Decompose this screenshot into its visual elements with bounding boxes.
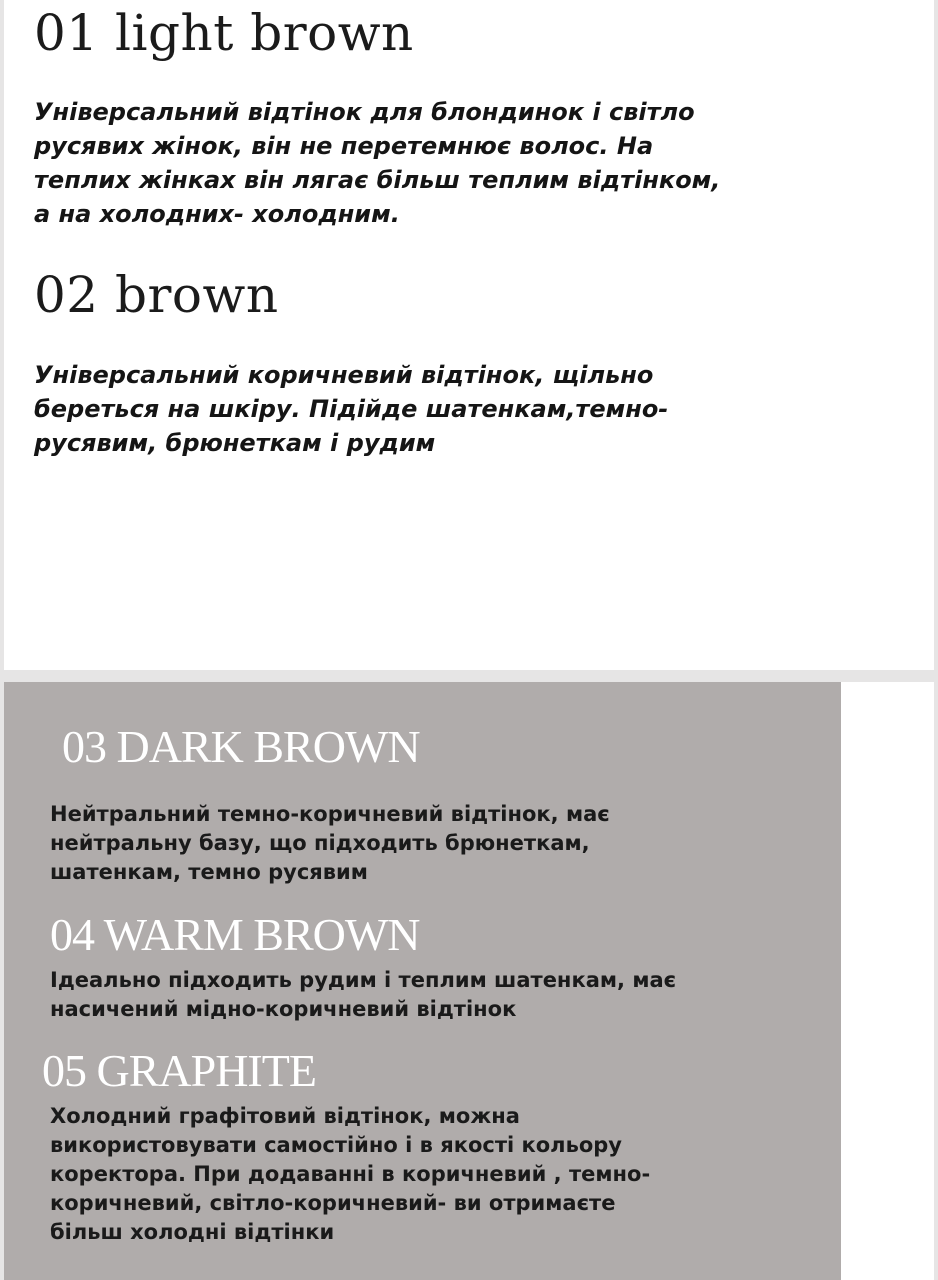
section-description-graphite (50, 1102, 810, 1247)
description-line: насичений мідно-коричневий відтінок (50, 997, 517, 1021)
faded-smudge (580, 548, 840, 618)
section-description-warm-brown (50, 966, 810, 1024)
section-title-warm-brown: 04 WARM BROWN (50, 909, 420, 960)
description-line: використовувати самостійно і в якості кольору (50, 1133, 622, 1157)
section-title-graphite: 05 GRAPHITE (42, 1045, 316, 1096)
section-description-dark-brown (50, 800, 810, 887)
description-line: русявих жінок, він не перетемнює волос. На (34, 132, 654, 160)
description-line: Універсальний коричневий відтінок, щільно (34, 361, 654, 389)
section-description-brown (34, 358, 814, 460)
description-line: Універсальний відтінок для блондинок і світло (34, 98, 695, 126)
description-line: коректора. При додаванні в коричневий , темно- (50, 1162, 651, 1186)
description-line: а на холодних- холодним. (34, 200, 400, 228)
description-line: шатенкам, темно русявим (50, 860, 368, 884)
description-line: нейтральну базу, що підходить брюнеткам, (50, 831, 590, 855)
description-line: русявим, брюнеткам і рудим (34, 429, 436, 457)
section-title-brown: 02 brown (34, 266, 279, 324)
description-line: береться на шкіру. Підійде шатенкам,темно- (34, 395, 669, 423)
description-line: Ідеально підходить рудим і теплим шатенкам, має (50, 968, 677, 992)
section-title-dark-brown: 03 DARK BROWN (62, 721, 420, 772)
description-line: більш холодні відтінки (50, 1220, 335, 1244)
description-line: Холодний графітовий відтінок, можна (50, 1104, 520, 1128)
description-line: Нейтральний темно-коричневий відтінок, має (50, 802, 610, 826)
section-description-light-brown (34, 95, 814, 231)
section-title-light-brown: 01 light brown (34, 4, 414, 62)
description-line: теплих жінках він лягає більш теплим відтінком, (34, 166, 721, 194)
description-line: коричневий, світло-коричневий- ви отримаєте (50, 1191, 616, 1215)
